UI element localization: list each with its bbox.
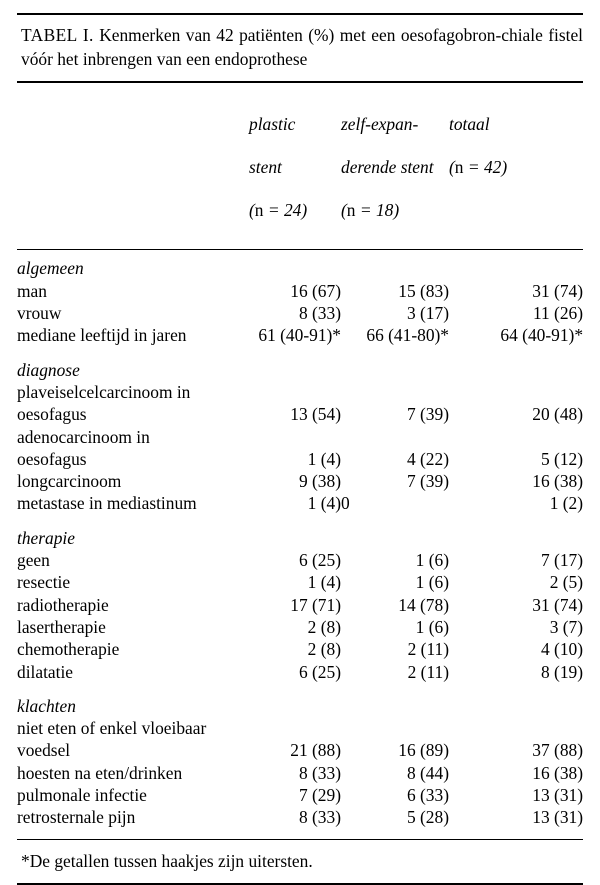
header-plastic-stent-line3: (n = 24)	[249, 199, 308, 220]
table-row	[17, 661, 583, 683]
cell-totaal: 64 (40-91)*	[500, 325, 584, 346]
cell-plastic-stent: 8 (33)	[298, 762, 341, 783]
table-row	[17, 549, 583, 571]
cell-zelf-expanderende-stent: 7 (39)	[406, 471, 449, 492]
header-totaal-line2: (n = 42)	[449, 156, 508, 177]
cell-zelf-expanderende-stent: 1 (6)	[415, 550, 449, 571]
header-cell-label	[17, 92, 249, 243]
cell-zelf-expanderende-stent: 1 (6)	[415, 572, 449, 593]
section-title: diagnose	[17, 359, 80, 380]
header-plastic-stent-n-value: 24	[283, 199, 302, 220]
table-row	[17, 280, 583, 302]
cell-zelf-expanderende-stent: 16 (89)	[398, 740, 449, 761]
row-label: adenocarcinoom in	[17, 426, 150, 447]
row-label: voedsel	[17, 740, 71, 761]
table-row	[17, 638, 583, 660]
cell-plastic-stent: 7 (29)	[298, 785, 341, 805]
cell-zelf-expanderende-stent	[341, 717, 449, 739]
cell-plastic-stent: 17 (71)	[290, 594, 341, 615]
cell-zelf-expanderende-stent: 15 (83)	[398, 280, 449, 301]
row-label: vrouw	[17, 303, 62, 324]
table-body-area	[17, 250, 583, 828]
section-gap	[17, 347, 583, 359]
table-body-rows	[17, 257, 583, 828]
row-label: resectie	[17, 572, 71, 593]
table-row	[17, 426, 583, 448]
row-label: geen	[17, 550, 50, 571]
cell-plastic-stent: 21 (88)	[290, 740, 341, 761]
cell-zelf-expanderende-stent: 2 (11)	[407, 639, 449, 660]
cell-totaal: 1 (2)	[549, 493, 584, 514]
cell-zelf-expanderende-stent: 0	[341, 493, 350, 514]
header-totaal-n-label: n	[454, 156, 464, 177]
cell-totaal: 31 (74)	[532, 280, 584, 301]
cell-totaal: 4 (10)	[540, 639, 584, 660]
cell-totaal: 37 (88)	[532, 740, 584, 761]
cell-plastic-stent: 13 (54)	[290, 404, 341, 425]
row-label: radiotherapie	[17, 594, 109, 615]
row-label: man	[17, 280, 47, 301]
cell-plastic-stent: 1 (4)	[307, 448, 341, 469]
cell-zelf-expanderende-stent	[341, 381, 449, 403]
cell-plastic-stent: 16 (67)	[290, 280, 341, 301]
section-title: algemeen	[17, 258, 84, 279]
cell-totaal: 13 (31)	[532, 785, 584, 805]
section-gap-cell	[17, 347, 583, 359]
cell-plastic-stent: 1 (4)	[307, 493, 341, 514]
table-row	[17, 571, 583, 593]
table-row	[17, 739, 583, 761]
cell-totaal: 2 (5)	[549, 572, 584, 593]
table-header	[17, 92, 583, 243]
section-title-row	[17, 695, 583, 717]
table-row	[17, 302, 583, 324]
header-plastic-stent-line1: plastic	[249, 113, 296, 134]
table-row	[17, 403, 583, 425]
table-row	[17, 717, 583, 739]
header-cell-totaal	[449, 92, 583, 243]
table-row	[17, 594, 583, 616]
header-zelf-expanderende-n-value: 18	[375, 199, 394, 220]
cell-zelf-expanderende-stent	[341, 426, 449, 448]
cell-plastic-stent: 6 (25)	[298, 550, 341, 571]
row-label: dilatatie	[17, 661, 74, 682]
table-row	[17, 381, 583, 403]
section-gap	[17, 515, 583, 527]
table-caption	[17, 15, 583, 71]
header-zelf-expanderende-n-label: n	[346, 199, 356, 220]
footnote-spacer	[17, 829, 583, 839]
row-label: oesofagus	[17, 448, 87, 469]
cell-plastic-stent: 8 (33)	[298, 807, 341, 828]
table-row	[17, 762, 583, 784]
cell-totaal: 11 (26)	[532, 303, 584, 324]
cell-totaal	[449, 717, 583, 739]
row-label: longcarcinoom	[17, 471, 122, 492]
cell-plastic-stent	[249, 717, 341, 739]
table-number-label: TABEL I.	[21, 25, 94, 46]
section-gap	[17, 683, 583, 695]
cell-totaal	[449, 381, 583, 403]
section-gap-cell	[17, 683, 583, 695]
cell-totaal: 8 (19)	[540, 661, 584, 682]
header-row	[17, 92, 583, 243]
row-label: mediane leeftijd in jaren	[17, 325, 187, 346]
header-plastic-stent-n-label: n	[254, 199, 264, 220]
table-row	[17, 324, 583, 346]
table-row	[17, 784, 583, 806]
cell-totaal: 5 (12)	[540, 448, 584, 469]
cell-zelf-expanderende-stent: 3 (17)	[406, 303, 449, 324]
cell-zelf-expanderende-stent: 7 (39)	[406, 404, 449, 425]
cell-zelf-expanderende-stent: 14 (78)	[398, 594, 449, 615]
cell-totaal: 7 (17)	[540, 550, 584, 571]
section-title-row	[17, 257, 583, 279]
cell-zelf-expanderende-stent: 5 (28)	[406, 807, 449, 828]
cell-totaal: 20 (48)	[532, 404, 584, 425]
section-gap-cell	[17, 515, 583, 527]
section-title-row	[17, 527, 583, 549]
header-zelf-expanderende-line3: (n = 18)	[341, 199, 400, 220]
cell-plastic-stent: 9 (38)	[298, 471, 341, 492]
header-plastic-stent-line2: stent	[249, 156, 282, 177]
cell-plastic-stent	[249, 426, 341, 448]
table-row	[17, 448, 583, 470]
cell-zelf-expanderende-stent: 8 (44)	[406, 762, 449, 783]
row-label: niet eten of enkel vloeibaar	[17, 718, 207, 739]
cell-totaal: 13 (31)	[532, 807, 584, 828]
cell-zelf-expanderende-stent: 2 (11)	[407, 661, 449, 682]
table-header-area	[17, 83, 583, 249]
cell-zelf-expanderende-stent: 1 (6)	[415, 616, 449, 637]
cell-totaal: 31 (74)	[532, 594, 584, 615]
header-zelf-expanderende-line1: zelf-expan-	[341, 113, 419, 134]
cell-totaal: 3 (7)	[549, 616, 584, 637]
header-zelf-expanderende-line2: derende stent	[341, 156, 434, 177]
row-label: plaveiselcelcarcinoom in	[17, 381, 191, 402]
header-totaal-n-value: 42	[483, 156, 502, 177]
cell-totaal: 16 (38)	[532, 762, 584, 783]
cell-totaal: 16 (38)	[532, 471, 584, 492]
cell-plastic-stent: 2 (8)	[307, 616, 341, 637]
cell-zelf-expanderende-stent: 66 (41-80)*	[366, 325, 449, 346]
cell-zelf-expanderende-stent: 4 (22)	[406, 448, 449, 469]
cell-plastic-stent: 6 (25)	[298, 661, 341, 682]
header-cell-plastic-stent	[249, 92, 341, 243]
header-totaal-line1: totaal	[449, 113, 490, 134]
header-cell-zelf-expanderende-stent	[341, 92, 449, 243]
row-label: metastase in mediastinum	[17, 493, 197, 514]
row-label: retrosternale pijn	[17, 807, 136, 828]
cell-zelf-expanderende-stent: 6 (33)	[406, 785, 449, 805]
cell-plastic-stent: 1 (4)	[307, 572, 341, 593]
section-title: therapie	[17, 527, 75, 548]
table-footnote: *De getallen tussen haakjes zijn uitersten.	[21, 851, 313, 872]
cell-totaal	[449, 426, 583, 448]
row-label: pulmonale infectie	[17, 785, 147, 805]
section-title: klachten	[17, 695, 76, 716]
table-caption-text: Kenmerken van 42 patiënten (%) met een oesofagobron-chiale fistel vóór het inbrengen van een endoprothese	[21, 25, 583, 70]
row-label: chemotherapie	[17, 639, 120, 660]
row-label: lasertherapie	[17, 616, 106, 637]
table-row	[17, 616, 583, 638]
section-title-row	[17, 359, 583, 381]
table-row	[17, 806, 583, 828]
table-body	[17, 257, 583, 828]
row-label: hoesten na eten/drinken	[17, 762, 183, 783]
cell-plastic-stent: 8 (33)	[298, 303, 341, 324]
table-container	[17, 0, 583, 885]
table-row	[17, 492, 583, 514]
table-row	[17, 470, 583, 492]
cell-plastic-stent: 2 (8)	[307, 639, 341, 660]
cell-plastic-stent: 61 (40-91)*	[258, 325, 341, 346]
cell-plastic-stent	[249, 381, 341, 403]
row-label: oesofagus	[17, 404, 87, 425]
